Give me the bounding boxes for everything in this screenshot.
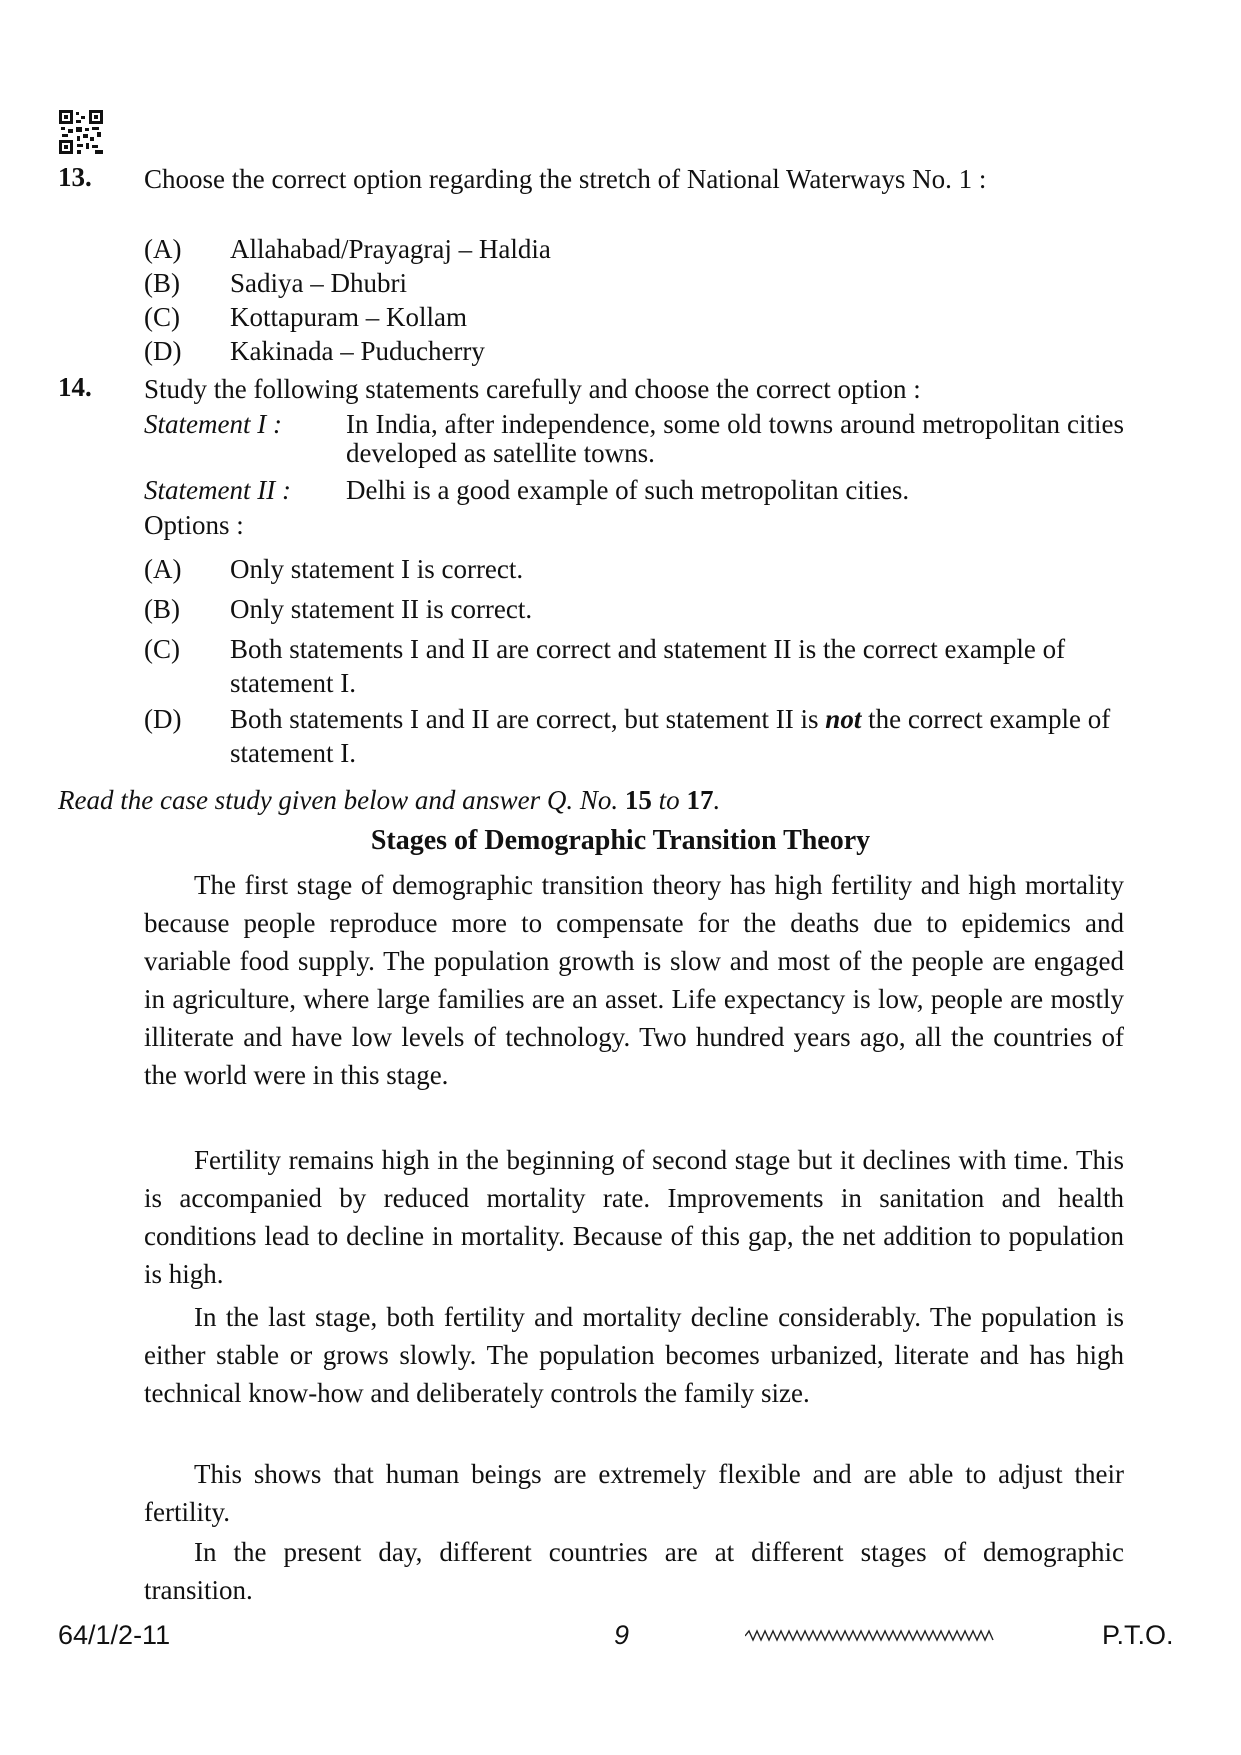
question-14-text: Study the following statements carefully and choose the correct option : (144, 374, 921, 404)
option-label: (A) (144, 234, 182, 264)
statement-text: Delhi is a good example of such metropolitan cities. (346, 475, 910, 505)
option-text: Allahabad/Prayagraj – Haldia (230, 234, 551, 264)
paper-code: 64/1/2-11 (58, 1620, 171, 1650)
option-text: Sadiya – Dhubri (230, 268, 407, 298)
question-13-number: 13. (58, 162, 92, 192)
case-paragraph-4: This shows that human beings are extremely flexible and are able to adjust their fertility. (144, 1459, 1124, 1527)
statement-text: In India, after independence, some old towns around metropolitan cities developed as satellite towns. (346, 409, 1124, 468)
statement-label: Statement I : (144, 409, 282, 439)
emphasis-not: not (825, 704, 862, 734)
option-label: (D) (144, 336, 182, 366)
option-text: Both statements I and II are correct and statement II is the correct example of statement I. (230, 634, 1066, 698)
case-study-title: Stages of Demographic Transition Theory (370, 825, 871, 856)
intro-text: to (651, 785, 687, 815)
option-label: (D) (144, 704, 182, 734)
case-study-intro (58, 785, 720, 816)
case-paragraph-3: In the last stage, both fertility and mortality decline considerably. The population is either stable or grows slowly. The population becomes urbanized, literate and has high technical know-how and deliberately controls the family size. (144, 1302, 1124, 1408)
option-text: Kakinada – Puducherry (230, 336, 485, 366)
option-text-part: Both statements I and II are correct, but statement II is (230, 704, 826, 734)
question-13-text: Choose the correct option regarding the stretch of National Waterways No. 1 : (144, 164, 987, 194)
question-14-number: 14. (58, 372, 92, 402)
pto-label: P.T.O. (1102, 1620, 1174, 1650)
intro-text: Read the case study given below and answer Q. No. (58, 785, 625, 815)
option-label: (A) (144, 554, 182, 584)
option-label: (C) (144, 302, 180, 332)
option-label: (C) (144, 634, 180, 664)
option-text: Only statement II is correct. (230, 594, 533, 624)
option-text-part: the correct example of statement I. (230, 704, 1111, 768)
case-paragraph-5: In the present day, different countries are at different stages of demographic transition. (144, 1537, 1124, 1605)
page-number: 9 (614, 1620, 630, 1650)
wave-line-icon (745, 1628, 995, 1644)
case-paragraph-2: Fertility remains high in the beginning of second stage but it declines with time. This is accompanied by reduced mortality rate. Improvements in sanitation and health conditions lead to decline in mortality. Because of this gap, the net addition to population is high. (144, 1145, 1124, 1289)
option-text: Kottapuram – Kollam (230, 302, 467, 332)
statement-label: Statement II : (144, 475, 291, 505)
option-text: Only statement I is correct. (230, 554, 524, 584)
intro-question-start: 15 (624, 785, 652, 815)
intro-text: . (713, 785, 721, 815)
q14-options-heading: Options : (144, 510, 244, 540)
option-text (230, 702, 1124, 770)
case-paragraph-1: The first stage of demographic transition theory has high fertility and high mortality because people reproduce more to compensate for the deaths due to epidemics and variable food supply. The population growth is slow and most of the people are engaged in agriculture, where large families are an asset. Life expectancy is low, people are mostly illiterate and have low levels of technology. Two hundred years ago, all the countries of the world were in this stage. (144, 870, 1124, 1090)
option-label: (B) (144, 268, 180, 298)
intro-question-end: 17 (686, 785, 714, 815)
option-label: (B) (144, 594, 180, 624)
qr-code-icon (59, 110, 103, 154)
